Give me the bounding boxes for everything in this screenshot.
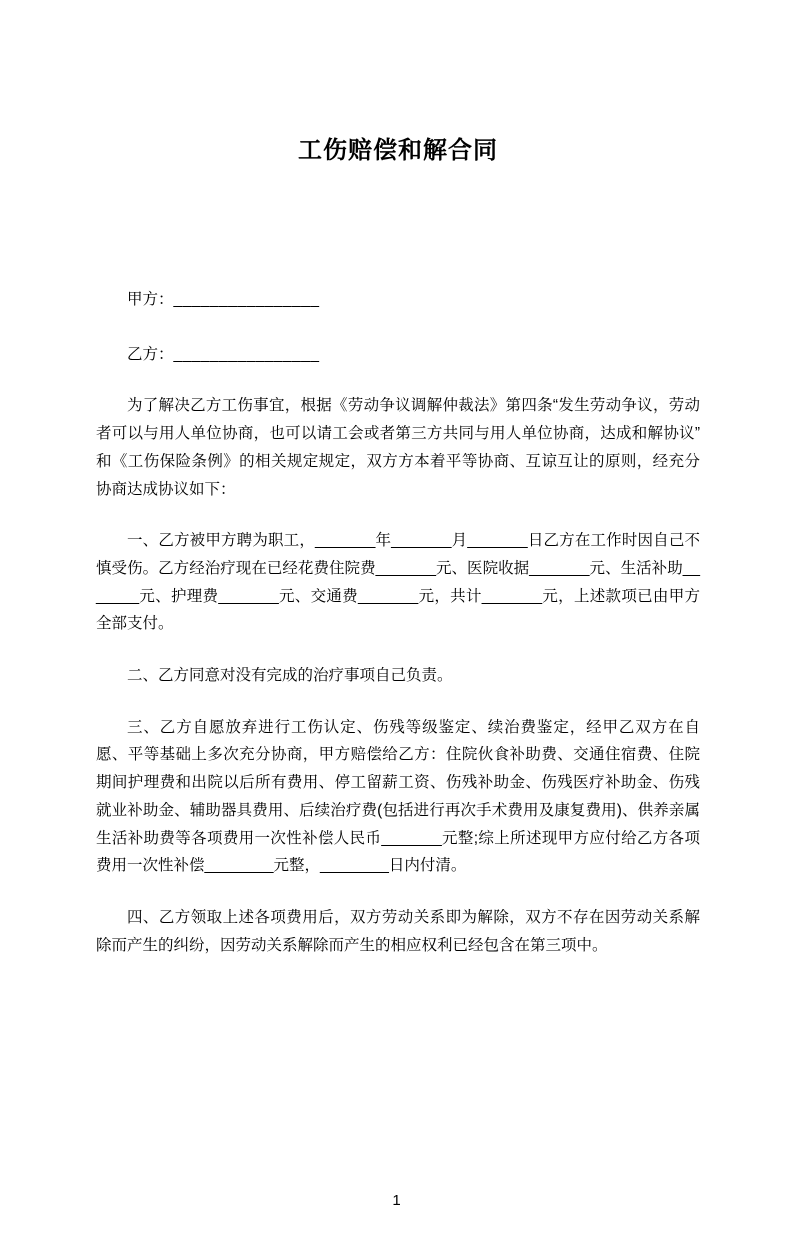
preamble-paragraph: 为了解决乙方工伤事宜，根据《劳动争议调解仲裁法》第四条“发生劳动争议，劳动者可以与用人单位协商，也可以请工会或者第三方共同与用人单位协商，达成和解协议”和《工伤保险条例》的相关规定规定，双方方本着平等协商、互谅互让的原则，经充分协商达成协议如下： (96, 397, 700, 498)
page-number: 1 (392, 1192, 401, 1209)
party-b-label: 乙方： (127, 345, 174, 363)
party-b-blank: ________________ (173, 345, 320, 363)
clause-2-paragraph: 二、乙方同意对没有完成的治疗事项自己负责。 (127, 667, 453, 685)
party-a-blank: ________________ (173, 291, 320, 308)
clause-3-paragraph: 三、乙方自愿放弃进行工伤认定、伤残等级鉴定、续治费鉴定，经甲乙双方在自愿、平等基础上多次充分协商，甲方赔偿给乙方：住院伙食补助费、交通住宿费、住院期间护理费和出院以后所有费用、停工留薪工资、伤残补助金、伤残医疗补助金、伤残就业补助金、辅助器具费用、后续治疗费(包括进行再次手术费用及康复费用)、供养亲属生活补助费等各项费用一次性补偿人民币_______元整;综上所述现甲方应付给乙方各项费用一次性补偿________元整，________日内付清。 (96, 718, 700, 875)
document-title: 工伤赔偿和解合同 (298, 137, 498, 164)
clause-4-paragraph: 四、乙方领取上述各项费用后，双方劳动关系即为解除，双方不存在因劳动关系解除而产生的纠纷，因劳动关系解除而产生的相应权利已经包含在第三项中。 (96, 908, 700, 954)
contract-page (0, 134, 793, 1256)
party-a-label: 甲方： (127, 291, 174, 308)
clause-1-paragraph: 一、乙方被甲方聘为职工，_______年_______月_______日乙方在工作时因自己不慎受伤。乙方经治疗现在已经花费住院费_______元、医院收据_______元、生活补助_______元、护理费_______元、交通费_______元，共计_______元，上述款项已由甲方全部支付。 (96, 532, 700, 633)
party-b-line (96, 341, 700, 369)
party-a-line (96, 286, 700, 314)
